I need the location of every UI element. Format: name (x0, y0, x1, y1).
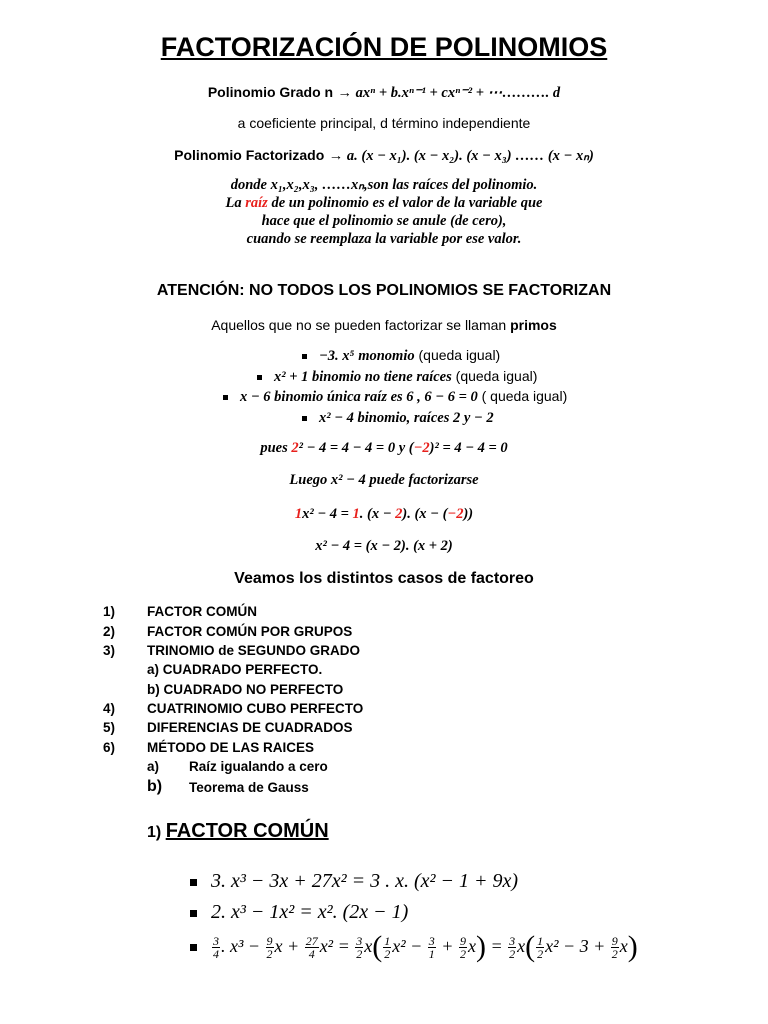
pues-line (0, 440, 768, 457)
fraction-denominator: 2 (509, 947, 516, 962)
list-item (302, 409, 494, 427)
polynomial-degree-line (0, 84, 768, 102)
example-math: $\frac{3}{4}$ . x³ − $\frac{9}{2}$ x + $\frac{27}{4}$ x² = $\frac{3}{2}$ x( $\frac{1}{2}$ x² − $\frac{3}{1}$ + $\frac{9}{2}$ x) = $\frac{3}{2}$ x( $\frac{1}{2}$ x² − 3 + $\frac{9}{2}$ x) (213, 930, 638, 963)
bullet-icon (223, 395, 228, 400)
example-1 (190, 870, 518, 893)
list-item (302, 347, 500, 365)
sub-case-letter: a) (147, 759, 160, 774)
math-text: x² − (392, 936, 427, 956)
factor-equation-1 (0, 506, 768, 523)
section-number: 1) (147, 824, 162, 841)
bullet-tail: ( queda igual) (481, 388, 568, 404)
math-text: x² − 4 = (302, 506, 353, 522)
math-text: x + (274, 936, 304, 956)
fraction (305, 935, 319, 960)
case-label: CUATRINOMIO CUBO PERFECTO (147, 701, 364, 716)
fraction (611, 935, 619, 960)
math-text: + (436, 936, 458, 956)
fraction-numerator: 9 (611, 934, 618, 949)
fraction-numerator: 1 (537, 934, 544, 949)
case-number: 4) (103, 701, 116, 716)
example-math: 3. x³ − 3x + 27x² = 3 . x. (x² − 1 + 9x) (211, 870, 519, 892)
roots-definition-line-3: hace que el polinomio se anule (de cero), (261, 213, 507, 229)
fraction-numerator: 3 (509, 934, 516, 949)
case-number: 3) (103, 643, 116, 658)
roots-definition-line-2 (0, 195, 768, 212)
case-label: FACTOR COMÚN (147, 604, 257, 619)
fraction-numerator: 3 (213, 934, 219, 949)
fraction (266, 935, 274, 960)
sub-case-label: Teorema de Gauss (189, 780, 309, 795)
math-text: ). (x − ( (402, 506, 448, 522)
bullet-icon (190, 910, 197, 917)
math-text: . (x − (359, 506, 396, 522)
math-text: pues (260, 440, 292, 456)
math-text: = (485, 936, 508, 956)
fraction-denominator: 2 (384, 947, 391, 962)
cases-heading: Veamos los distintos casos de factoreo (234, 570, 534, 587)
case-label: TRINOMIO de SEGUNDO GRADO (147, 643, 361, 658)
bullet-math: x − 6 binomio única raíz es 6 , 6 − 6 = 0 (240, 389, 478, 405)
polynomial-degree-formula: → axⁿ + b.xⁿ⁻¹ + cxⁿ⁻² + ⋯………. d (337, 85, 561, 101)
fraction-denominator: 2 (459, 947, 466, 962)
math-text: x (467, 936, 476, 956)
fraction-numerator: 27 (305, 934, 318, 949)
example-3 (190, 930, 638, 964)
roots-definition-line-4: cuando se reemplaza la variable por ese valor. (246, 231, 522, 247)
case-number: 2) (103, 624, 116, 639)
math-text: )² = 4 − 4 = 0 (429, 440, 508, 456)
fraction-numerator: 1 (384, 934, 391, 949)
highlight-value: 1 (352, 506, 360, 522)
sub-case-label: Raíz igualando a cero (189, 759, 328, 774)
math-text: x (517, 936, 526, 956)
case-number: 1) (103, 604, 116, 619)
case-number: 5) (103, 720, 116, 735)
highlight-value: −2 (447, 506, 464, 522)
fraction-denominator: 2 (537, 947, 544, 962)
polynomial-degree-label: Polinomio Grado n (207, 84, 334, 100)
sub-case-letter: b) (147, 778, 163, 795)
case-number: 6) (103, 740, 116, 755)
fraction (355, 935, 363, 960)
bullet-tail: (queda igual) (418, 347, 501, 363)
fraction (383, 935, 391, 960)
case-label: a) CUADRADO PERFECTO. (147, 662, 323, 677)
fraction-denominator: 2 (611, 947, 618, 962)
fraction-denominator: 2 (356, 947, 363, 962)
factor-equation-2: x² − 4 = (x − 2). (x + 2) (315, 538, 453, 554)
math-text: x² = (319, 936, 355, 956)
fraction (428, 935, 436, 960)
primes-text: Aquellos que no se pueden factorizar se llaman (211, 317, 511, 333)
section-title: FACTOR COMÚN (165, 820, 329, 842)
math-text: ² − 4 = 4 − 4 = 0 y ( (298, 440, 414, 456)
fraction (459, 935, 467, 960)
list-item (223, 388, 567, 406)
math-text: x (619, 936, 628, 956)
bullet-math: −3. x⁵ monomio (319, 348, 415, 364)
page-title: FACTORIZACIÓN DE POLINOMIOS (160, 32, 608, 62)
case-label: b) CUADRADO NO PERFECTO (147, 682, 344, 697)
case-label: DIFERENCIAS DE CUADRADOS (147, 720, 353, 735)
definition-text: La (225, 195, 246, 211)
highlight-value: 1 (294, 506, 303, 522)
fraction-numerator: 9 (266, 934, 273, 949)
bullet-math: x² + 1 binomio no tiene raíces (274, 369, 452, 385)
fraction (508, 935, 516, 960)
math-text: )) (463, 506, 474, 522)
math-text: . x³ − (221, 936, 265, 956)
factored-polynomial-formula: → a. (x − x₁). (x − x₂). (x − x₃) …… (x − xₙ) (328, 148, 594, 164)
bullet-icon (190, 944, 197, 951)
factored-polynomial-label: Polinomio Factorizado (174, 147, 325, 163)
fraction-denominator: 4 (308, 947, 315, 962)
fraction-numerator: 9 (459, 934, 466, 949)
math-text: x² − 3 + (545, 936, 610, 956)
attention-heading: ATENCIÓN: NO TODOS LOS POLINOMIOS SE FACTORIZAN (156, 282, 612, 299)
fraction-numerator: 3 (428, 934, 435, 949)
bullet-icon (302, 354, 307, 359)
factored-polynomial-line (0, 147, 768, 165)
fraction-denominator: 1 (428, 947, 435, 962)
highlight-value: 2 (291, 440, 299, 456)
primes-note (0, 317, 768, 333)
fraction-denominator: 2 (266, 947, 273, 962)
case-label: MÉTODO DE LAS RAICES (147, 740, 315, 755)
bullet-icon (257, 375, 262, 380)
bullet-math: x² − 4 binomio, raíces 2 y − 2 (319, 410, 494, 426)
example-math: 2. x³ − 1x² = x². (2x − 1) (211, 901, 409, 923)
case-label: FACTOR COMÚN POR GRUPOS (147, 624, 353, 639)
raiz-highlight: raíz (245, 195, 268, 211)
bullet-icon (190, 879, 197, 886)
example-2 (190, 901, 408, 924)
fraction (212, 935, 220, 960)
coefficient-note: a coeficiente principal, d término independiente (237, 115, 531, 131)
highlight-value: 2 (395, 506, 403, 522)
section-heading (147, 820, 329, 843)
math-text: x (364, 936, 373, 956)
roots-definition-line-1: donde x₁,x₂,x₃, ……xₙ,son las raíces del polinomio. (230, 177, 538, 193)
luego-line: Luego x² − 4 puede factorizarse (289, 472, 479, 488)
primes-bold: primos (510, 317, 557, 333)
bullet-tail: (queda igual) (455, 368, 538, 384)
list-item (257, 368, 537, 386)
definition-text: de un polinomio es el valor de la variable que (267, 195, 543, 211)
bullet-icon (302, 416, 307, 421)
fraction-denominator: 4 (213, 947, 219, 962)
fraction-numerator: 3 (356, 934, 363, 949)
highlight-value: −2 (413, 440, 430, 456)
fraction (536, 935, 544, 960)
